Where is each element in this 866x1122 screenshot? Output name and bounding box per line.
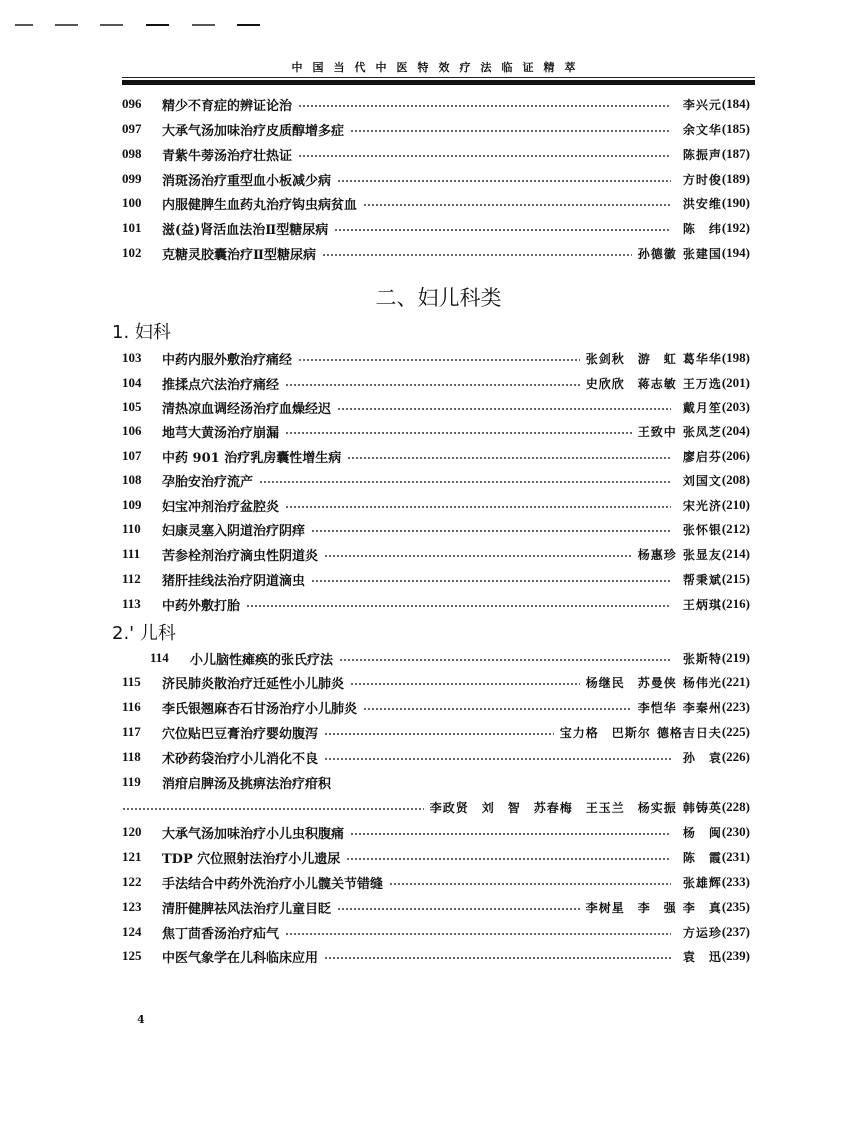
entry-page: (216) <box>721 596 750 611</box>
entry-title: 苦参栓剂治疗滴虫性阴道炎 <box>162 548 319 564</box>
subsection-gynecology: 1. 妇科 <box>112 322 171 343</box>
entry-page: (219) <box>721 650 750 665</box>
dot-leader <box>324 757 671 761</box>
scan-mark <box>146 24 169 26</box>
entry-page: (210) <box>721 497 750 512</box>
entry-last-author: 洪安维 <box>682 196 722 211</box>
dot-leader <box>122 807 424 811</box>
entry-title: 小儿脑性瘫痪的张氏疗法 <box>190 652 334 668</box>
entry-number: 109 <box>122 497 142 512</box>
entry-last-author: 张怀银 <box>682 522 722 537</box>
entry-authors: 杨继民 苏曼侠 <box>585 675 677 690</box>
scan-mark <box>100 24 123 26</box>
toc-entry[interactable] <box>150 648 750 668</box>
entry-last-author: 陈振声 <box>682 147 722 162</box>
dot-leader <box>346 857 671 861</box>
entry-page: (237) <box>721 924 750 939</box>
entry-last-author: 张凤芝 <box>682 424 722 439</box>
entry-last-author: 袁 迅 <box>682 949 722 964</box>
entry-title: 中药内服外敷治疗痛经 <box>162 352 293 368</box>
entry-last-author: 戴月笙 <box>682 400 722 415</box>
entry-title: 地芎大黄汤治疗崩漏 <box>162 425 280 441</box>
toc-entry[interactable] <box>122 421 750 441</box>
entry-number: 099 <box>122 171 142 186</box>
entry-page: (230) <box>721 824 750 839</box>
entry-title: 济民肺炎散治疗迁延性小儿肺炎 <box>162 676 345 692</box>
entry-authors: 杨惠珍 <box>637 547 677 562</box>
entry-title: 克糖灵胶囊治疗Ⅱ型糖尿病 <box>162 247 316 263</box>
entry-last-author: 德格吉日夫 <box>656 725 722 740</box>
entry-last-author: 韩铸英 <box>682 800 722 815</box>
header-rule-thin <box>122 77 755 78</box>
dot-leader <box>350 129 671 133</box>
entry-title: 精少不育症的辨证论治 <box>162 98 293 114</box>
entry-number: 119 <box>122 774 141 789</box>
toc-entry[interactable] <box>122 243 750 263</box>
dot-leader <box>322 253 632 257</box>
dot-leader <box>350 682 580 686</box>
entry-number: 105 <box>122 399 142 414</box>
entry-last-author: 帮秉斌 <box>682 572 722 587</box>
page-number: 4 <box>137 1013 145 1026</box>
entry-authors: 李政贤 刘 智 苏春梅 王玉兰 杨实振 <box>429 800 677 815</box>
entry-number: 103 <box>122 350 142 365</box>
dot-leader <box>339 658 671 662</box>
toc-entry[interactable] <box>122 847 750 867</box>
entry-title: 术砂药袋治疗小儿消化不良 <box>162 751 319 767</box>
entry-page: (187) <box>721 146 750 161</box>
entry-page: (189) <box>721 171 750 186</box>
entry-last-author: 余文华 <box>682 122 722 137</box>
toc-entry[interactable] <box>122 169 750 189</box>
entry-title: 大承气汤加味治疗皮质醇增多症 <box>162 123 345 139</box>
entry-page: (221) <box>721 674 750 689</box>
toc-entry[interactable] <box>122 144 750 164</box>
entry-page: (194) <box>721 245 750 260</box>
entry-authors: 孙德徽 <box>637 246 677 261</box>
entry-number: 121 <box>122 849 142 864</box>
dot-leader <box>298 104 671 108</box>
toc-entry[interactable] <box>122 946 750 966</box>
entry-title: 推揉点穴法治疗痛经 <box>162 377 280 393</box>
entry-last-author: 李兴元 <box>682 97 722 112</box>
toc-entry[interactable] <box>122 569 750 589</box>
dot-leader <box>285 505 671 509</box>
dot-leader <box>298 154 671 158</box>
entry-last-author: 杨伟光 <box>682 675 722 690</box>
section-title: 二、妇儿科类 <box>375 286 502 310</box>
toc-entry[interactable] <box>122 373 750 393</box>
entry-last-author: 李 真 <box>682 900 722 915</box>
entry-number: 114 <box>150 650 169 665</box>
entry-last-author: 王万选 <box>682 376 722 391</box>
entry-title: 清肝健脾祛风法治疗儿童目眨 <box>162 901 332 917</box>
entry-last-author: 张建国 <box>682 246 722 261</box>
dot-leader <box>337 179 671 183</box>
entry-title: 孕胎安治疗流产 <box>162 474 254 490</box>
toc-entry[interactable] <box>122 193 750 213</box>
entry-number: 115 <box>122 674 141 689</box>
entry-title: 消斑汤治疗重型血小板减少病 <box>162 173 332 189</box>
entry-number: 107 <box>122 448 142 463</box>
entry-number: 096 <box>122 96 142 111</box>
entry-number: 122 <box>122 874 142 889</box>
entry-page: (206) <box>721 448 750 463</box>
toc-entry[interactable] <box>122 397 750 417</box>
entry-page: (226) <box>721 749 750 764</box>
toc-entry[interactable] <box>122 872 750 892</box>
entry-last-author: 方时俊 <box>682 172 722 187</box>
entry-title: 穴位贴巴豆膏治疗婴幼腹泻 <box>162 726 319 742</box>
entry-title: 中药外敷打胎 <box>162 598 241 614</box>
toc-entry[interactable] <box>122 672 750 692</box>
entry-authors: 宝力格 巴斯尔 <box>559 725 651 740</box>
entry-number: 118 <box>122 749 141 764</box>
dot-leader <box>337 407 671 411</box>
dot-leader <box>324 956 671 960</box>
entry-authors: 张剑秋 游 虹 <box>585 351 677 366</box>
entry-number: 098 <box>122 146 142 161</box>
dot-leader <box>259 480 671 484</box>
entry-last-author: 陈 纬 <box>682 221 722 236</box>
entry-page: (198) <box>721 350 750 365</box>
entry-title: 妇宝冲剂治疗盆腔炎 <box>162 499 280 515</box>
entry-number: 124 <box>122 924 142 939</box>
entry-authors: 王致中 <box>637 424 677 439</box>
dot-leader <box>347 456 671 460</box>
toc-entry[interactable] <box>122 544 750 564</box>
toc-entry[interactable] <box>122 747 750 767</box>
entry-page: (214) <box>721 546 750 561</box>
entry-number: 108 <box>122 472 142 487</box>
dot-leader <box>285 383 580 387</box>
entry-authors: 李恺华 <box>637 700 677 715</box>
toc-entry[interactable] <box>122 495 750 515</box>
dot-leader <box>246 604 671 608</box>
entry-title: 妇康灵塞入阴道治疗阴痒 <box>162 523 306 539</box>
entry-title: 大承气汤加味治疗小儿虫积腹痛 <box>162 826 345 842</box>
entry-title: 滋(益)肾活血法治Ⅱ型糖尿病 <box>162 222 329 238</box>
entry-page: (228) <box>721 799 750 814</box>
entry-title: 消疳启脾汤及挑痹法治疗疳积 <box>162 776 332 792</box>
toc-entry-continuation[interactable] <box>122 797 750 817</box>
entry-number: 123 <box>122 899 142 914</box>
subsection-pediatrics: 2.' 儿科 <box>112 623 176 644</box>
entry-page: (192) <box>721 220 750 235</box>
entry-last-author: 方运珍 <box>682 925 722 940</box>
dot-leader <box>363 203 671 207</box>
toc-entry[interactable] <box>122 897 750 917</box>
entry-title: 李氏银翘麻杏石甘汤治疗小儿肺炎 <box>162 701 358 717</box>
entry-page: (215) <box>721 571 750 586</box>
dot-leader <box>285 431 632 435</box>
toc-entry[interactable] <box>122 722 750 742</box>
entry-number: 097 <box>122 121 142 136</box>
dot-leader <box>324 554 632 558</box>
entry-page: (212) <box>721 521 750 536</box>
entry-number: 112 <box>122 571 141 586</box>
dot-leader <box>389 882 671 886</box>
entry-number: 113 <box>122 596 141 611</box>
dot-leader <box>363 707 632 711</box>
entry-last-author: 张雄辉 <box>682 875 722 890</box>
entry-number: 100 <box>122 195 142 210</box>
header-rule-thick <box>122 80 755 85</box>
entry-title: 中医气象学在儿科临床应用 <box>162 950 319 966</box>
entry-number: 117 <box>122 724 141 739</box>
dot-leader <box>337 907 580 911</box>
dot-leader <box>324 732 554 736</box>
toc-entry[interactable] <box>122 446 750 466</box>
entry-last-author: 张显友 <box>682 547 722 562</box>
toc-entry[interactable] <box>122 519 750 539</box>
dot-leader <box>311 579 671 583</box>
entry-title: 手法结合中药外洗治疗小儿髋关节错缝 <box>162 876 384 892</box>
entry-page: (225) <box>721 724 750 739</box>
entry-title: TDP 穴位照射法治疗小儿遗尿 <box>162 851 341 867</box>
entry-page: (184) <box>721 96 750 111</box>
entry-title: 内服健脾生血药丸治疗钩虫病贫血 <box>162 197 358 213</box>
scan-mark <box>237 24 260 26</box>
entry-authors: 史欣欣 蒋志敏 <box>585 376 677 391</box>
entry-title: 猪肝挂线法治疗阴道滴虫 <box>162 573 306 589</box>
entry-last-author: 杨 闽 <box>682 825 722 840</box>
toc-entry[interactable] <box>122 697 750 717</box>
toc-entry[interactable] <box>122 218 750 238</box>
entry-page: (185) <box>721 121 750 136</box>
entry-last-author: 葛华华 <box>682 351 722 366</box>
entry-title: 清热凉血调经汤治疗血燥经迟 <box>162 401 332 417</box>
entry-last-author: 刘国文 <box>682 473 722 488</box>
entry-number: 106 <box>122 423 142 438</box>
entry-last-author: 李秦州 <box>682 700 722 715</box>
entry-page: (235) <box>721 899 750 914</box>
entry-number: 120 <box>122 824 142 839</box>
scan-mark <box>192 24 215 26</box>
entry-authors: 李树星 李 强 <box>585 900 677 915</box>
toc-entry[interactable] <box>122 119 750 139</box>
entry-page: (208) <box>721 472 750 487</box>
entry-number: 111 <box>122 546 141 561</box>
entry-number: 125 <box>122 948 142 963</box>
entry-title: 焦丁茴香汤治疗疝气 <box>162 926 280 942</box>
toc-entry[interactable] <box>122 922 750 942</box>
dot-leader <box>311 529 671 533</box>
scan-edge-marks <box>0 24 866 28</box>
entry-page: (231) <box>721 849 750 864</box>
toc-entry[interactable] <box>122 594 750 614</box>
entry-last-author: 孙 袁 <box>682 750 722 765</box>
entry-number: 110 <box>122 521 141 536</box>
entry-page: (233) <box>721 874 750 889</box>
running-head: 中国当代中医特效疗法临证精萃 <box>291 61 586 74</box>
toc-entry[interactable] <box>122 470 750 490</box>
entry-last-author: 宋光济 <box>682 498 722 513</box>
entry-last-author: 张斯特 <box>682 651 722 666</box>
entry-last-author: 廖启芬 <box>682 449 722 464</box>
toc-entry[interactable] <box>122 94 750 114</box>
entry-page: (201) <box>721 375 750 390</box>
entry-page: (203) <box>721 399 750 414</box>
dot-leader <box>298 358 580 362</box>
entry-number: 116 <box>122 699 141 714</box>
entry-number: 101 <box>122 220 142 235</box>
toc-entry[interactable] <box>122 348 750 368</box>
entry-title: 中药 901 治疗乳房囊性增生病 <box>162 450 342 466</box>
dot-leader <box>350 832 671 836</box>
dot-leader <box>334 228 671 232</box>
entry-title: 青紫牛蒡汤治疗壮热证 <box>162 148 293 164</box>
toc-entry[interactable] <box>122 772 750 792</box>
entry-page: (190) <box>721 195 750 210</box>
scan-mark <box>15 24 33 26</box>
dot-leader <box>285 932 671 936</box>
entry-page: (223) <box>721 699 750 714</box>
entry-last-author: 王炳琪 <box>682 597 722 612</box>
entry-last-author: 陈 霞 <box>682 850 722 865</box>
scan-mark <box>55 24 78 26</box>
entry-number: 104 <box>122 375 142 390</box>
entry-number: 102 <box>122 245 142 260</box>
entry-page: (204) <box>721 423 750 438</box>
toc-entry[interactable] <box>122 822 750 842</box>
entry-page: (239) <box>721 948 750 963</box>
